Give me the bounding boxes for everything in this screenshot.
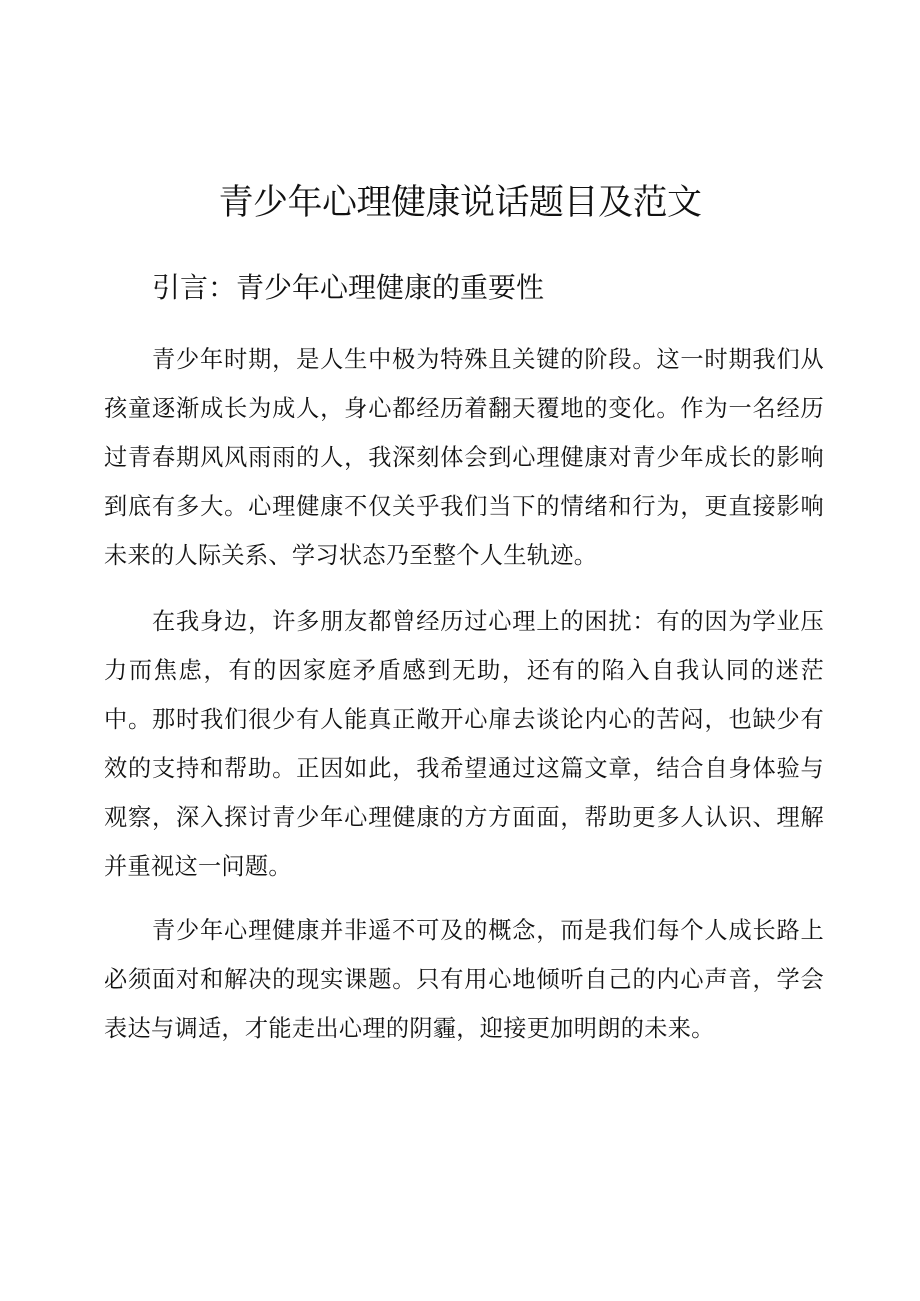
section-heading: 引言：青少年心理健康的重要性 [152,271,545,304]
document-title: 青少年心理健康说话题目及范文 [218,183,702,223]
paragraph-3: 青少年心理健康并非遥不可及的概念，而是我们每个人成长路上必须面对和解决的现实课题。只有用心地倾听自己的内心声音，学会表达与调适，才能走出心理的阴霾，迎接更加明朗的未来。 [104,917,824,1042]
paragraph-2: 在我身边，许多朋友都曾经历过心理上的困扰：有的因为学业压力而焦虑，有的因家庭矛盾感到无助，还有的陷入自我认同的迷茫中。那时我们很少有人能真正敞开心扉去谈论内心的苦闷，也缺少有效的支持和帮助。正因如此，我希望通过这篇文章，结合自身体验与观察，深入探讨青少年心理健康的方方面面，帮助更多人认识、理解并重视这一问题。 [104,608,824,880]
paragraph-1: 青少年时期，是人生中极为特殊且关键的阶段。这一时期我们从孩童逐渐成长为成人，身心都经历着翻天覆地的变化。作为一名经历过青春期风风雨雨的人，我深刻体会到心理健康对青少年成长的影响到底有多大。心理健康不仅关乎我们当下的情绪和行为，更直接影响未来的人际关系、学习状态乃至整个人生轨迹。 [104,346,824,569]
